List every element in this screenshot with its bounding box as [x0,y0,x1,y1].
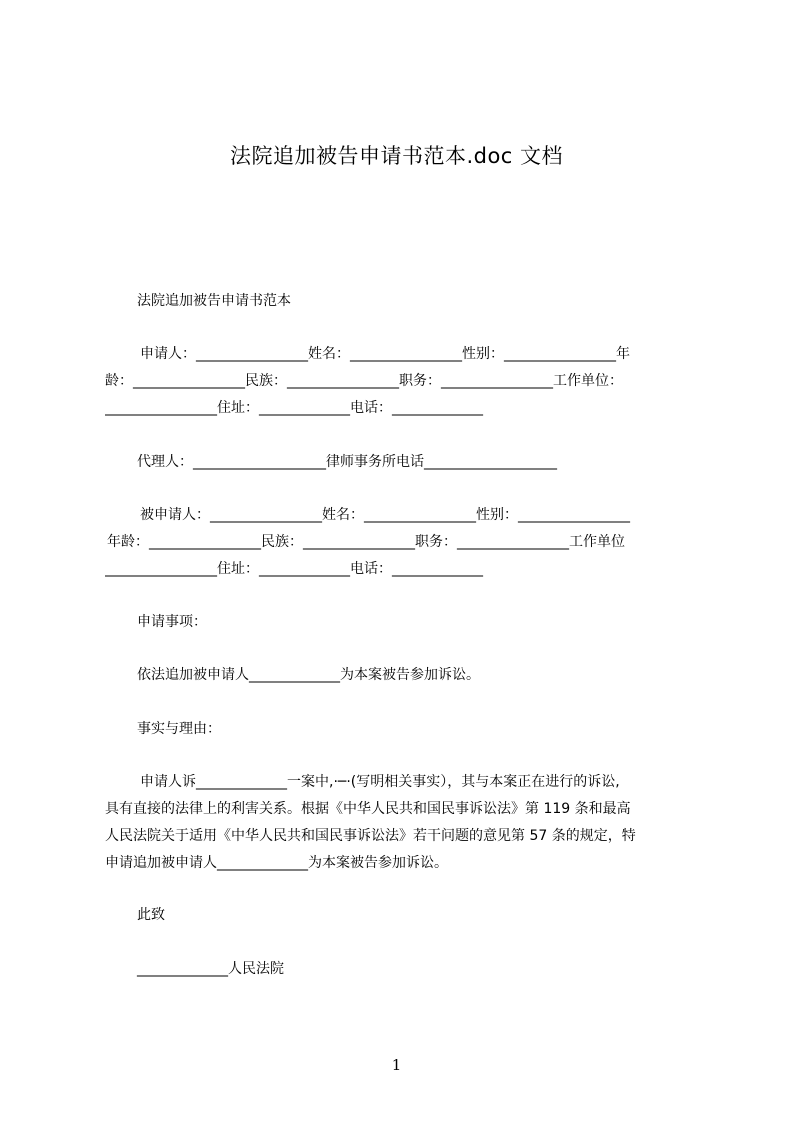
matters-heading: 申请事项： [137,614,207,630]
applicant-line-3: ________________住址：_____________电话：_____________ [105,400,483,416]
document-subtitle: 法院追加被告申请书范本 [137,293,291,309]
facts-line-2: 具有直接的法律上的利害关系。根据《中华人民共和国民事诉讼法》第 119 条和最高 [105,801,631,817]
document-title: 法院追加被告申请书范本.doc 文档 [229,144,564,168]
court-line: _____________人民法院 [137,961,284,977]
facts-line-3: 人民法院关于适用《中华人民共和国民事诉讼法》若干问题的意见第 57 条的规定，特 [105,828,636,844]
applicant-line-2: 龄：________________民族：________________职务：________________工作单位： [105,373,623,389]
applicant-line-1: 申请人：________________姓名：________________性别：________________年 [140,346,630,362]
page-number: 1 [391,1056,402,1074]
respondent-line-3: ________________住址：_____________电话：_____________ [105,561,483,577]
respondent-line-1: 被申请人：________________姓名：________________性别：________________ [140,507,630,523]
facts-heading: 事实与理由： [137,721,221,737]
facts-line-4: 申请追加被申请人_____________为本案被告参加诉讼。 [105,855,448,871]
matters-text: 依法追加被申请人_____________为本案被告参加诉讼。 [137,667,480,683]
facts-line-1: 申请人诉_____________一案中,·─·(写明相关事实），其与本案正在进行的诉讼, [140,774,620,790]
closing-text: 此致 [137,907,165,923]
agent-line: 代理人：___________________律师事务所电话___________________ [137,454,557,470]
respondent-line-2: 年龄：________________民族：________________职务：________________工作单位 [107,534,625,550]
